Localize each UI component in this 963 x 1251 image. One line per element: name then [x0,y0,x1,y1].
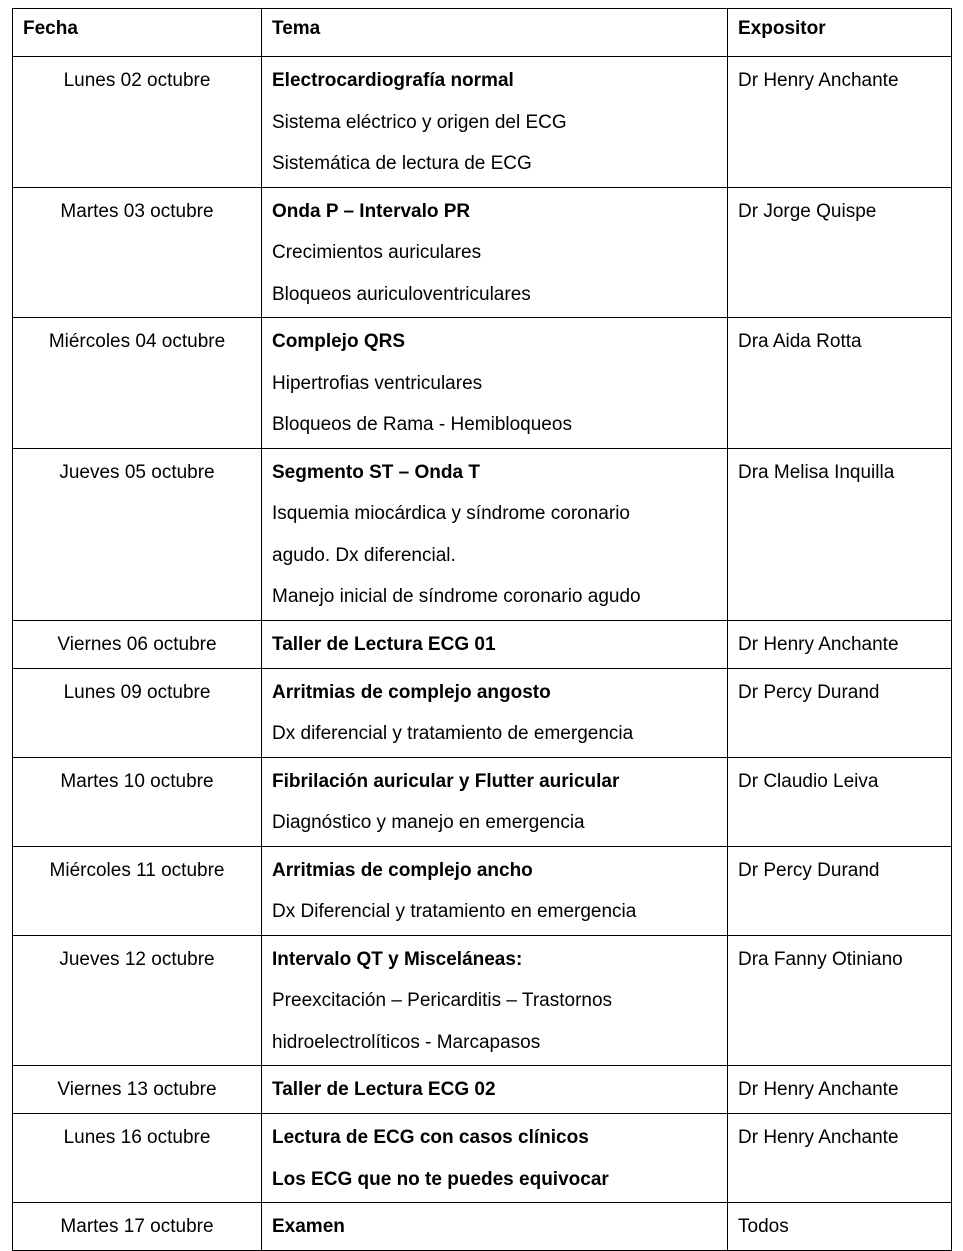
table-row [13,57,952,188]
cell-tema [262,668,728,757]
cell-fecha: Lunes 09 octubre [13,668,262,757]
cell-tema [262,1066,728,1114]
table-row [13,668,952,757]
tema-title: Lectura de ECG con casos clínicos [272,1127,589,1148]
cell-expositor: Dra Aida Rotta [728,318,952,449]
tema-subtopic: Sistemática de lectura de ECG [272,153,532,174]
table-header-row [13,9,952,57]
cell-tema [262,620,728,668]
cell-tema [262,935,728,1066]
tema-subtopic: Isquemia miocárdica y síndrome coronario [272,503,630,524]
tema-subtopic: Manejo inicial de síndrome coronario agudo [272,586,641,607]
tema-subtopic: Preexcitación – Pericarditis – Trastornos [272,990,613,1011]
cell-tema [262,846,728,935]
tema-subtopic: Bloqueos de Rama - Hemibloqueos [272,414,572,435]
cell-expositor: Dra Melisa Inquilla [728,448,952,620]
cell-fecha: Martes 10 octubre [13,757,262,846]
tema-title: Taller de Lectura ECG 01 [272,633,496,655]
tema-subtopic: Sistema eléctrico y origen del ECG [272,111,567,133]
header-tema: Tema [262,9,728,57]
cell-fecha: Jueves 12 octubre [13,935,262,1066]
cell-tema [262,1203,728,1251]
header-fecha: Fecha [13,9,262,57]
cell-tema [262,1114,728,1203]
tema-title: Arritmias de complejo ancho [272,859,533,881]
cell-fecha: Viernes 13 octubre [13,1066,262,1114]
cell-expositor: Dr Henry Anchante [728,1066,952,1114]
cell-expositor: Todos [728,1203,952,1251]
tema-title: Los ECG que no te puedes equivocar [272,1168,609,1190]
tema-title: Arritmias de complejo angosto [272,681,551,703]
schedule-body [13,57,952,1251]
table-row [13,620,952,668]
tema-subtopic: Dx Diferencial y tratamiento en emergencia [272,901,637,922]
tema-title: Onda P – Intervalo PR [272,200,471,222]
table-row [13,935,952,1066]
tema-title: Taller de Lectura ECG 02 [272,1079,496,1100]
cell-expositor: Dr Henry Anchante [728,57,952,188]
header-expositor: Expositor [728,9,952,57]
schedule-table [12,8,952,1251]
table-row [13,187,952,318]
cell-fecha: Miércoles 04 octubre [13,318,262,449]
cell-expositor: Dr Percy Durand [728,846,952,935]
cell-expositor: Dr Jorge Quispe [728,187,952,318]
cell-expositor: Dra Fanny Otiniano [728,935,952,1066]
cell-fecha: Martes 17 octubre [13,1203,262,1251]
tema-subtopic: hidroelectrolíticos - Marcapasos [272,1031,541,1053]
cell-fecha: Martes 03 octubre [13,187,262,318]
table-row [13,1066,952,1114]
table-row [13,318,952,449]
tema-subtopic: Diagnóstico y manejo en emergencia [272,812,585,833]
cell-tema [262,187,728,318]
tema-subtopic: agudo. Dx diferencial. [272,544,456,566]
tema-title: Intervalo QT y Misceláneas: [272,948,523,970]
tema-title: Segmento ST – Onda T [272,461,480,483]
cell-tema [262,57,728,188]
cell-fecha: Lunes 16 octubre [13,1114,262,1203]
cell-expositor: Dr Percy Durand [728,668,952,757]
table-row [13,846,952,935]
cell-fecha: Miércoles 11 octubre [13,846,262,935]
tema-subtopic: Crecimientos auriculares [272,242,482,263]
cell-expositor: Dr Henry Anchante [728,620,952,668]
tema-subtopic: Bloqueos auriculoventriculares [272,283,531,305]
cell-expositor: Dr Claudio Leiva [728,757,952,846]
tema-subtopic: Hipertrofias ventriculares [272,372,483,394]
cell-fecha: Lunes 02 octubre [13,57,262,188]
cell-tema [262,757,728,846]
tema-title: Fibrilación auricular y Flutter auricular [272,770,620,792]
cell-tema [262,448,728,620]
cell-expositor: Dr Henry Anchante [728,1114,952,1203]
table-row [13,1114,952,1203]
table-row [13,448,952,620]
table-row [13,757,952,846]
tema-title: Examen [272,1216,345,1237]
tema-title: Electrocardiografía normal [272,70,514,91]
cell-fecha: Jueves 05 octubre [13,448,262,620]
table-row [13,1203,952,1251]
cell-fecha: Viernes 06 octubre [13,620,262,668]
tema-title: Complejo QRS [272,331,406,352]
tema-subtopic: Dx diferencial y tratamiento de emergencia [272,723,634,744]
cell-tema [262,318,728,449]
